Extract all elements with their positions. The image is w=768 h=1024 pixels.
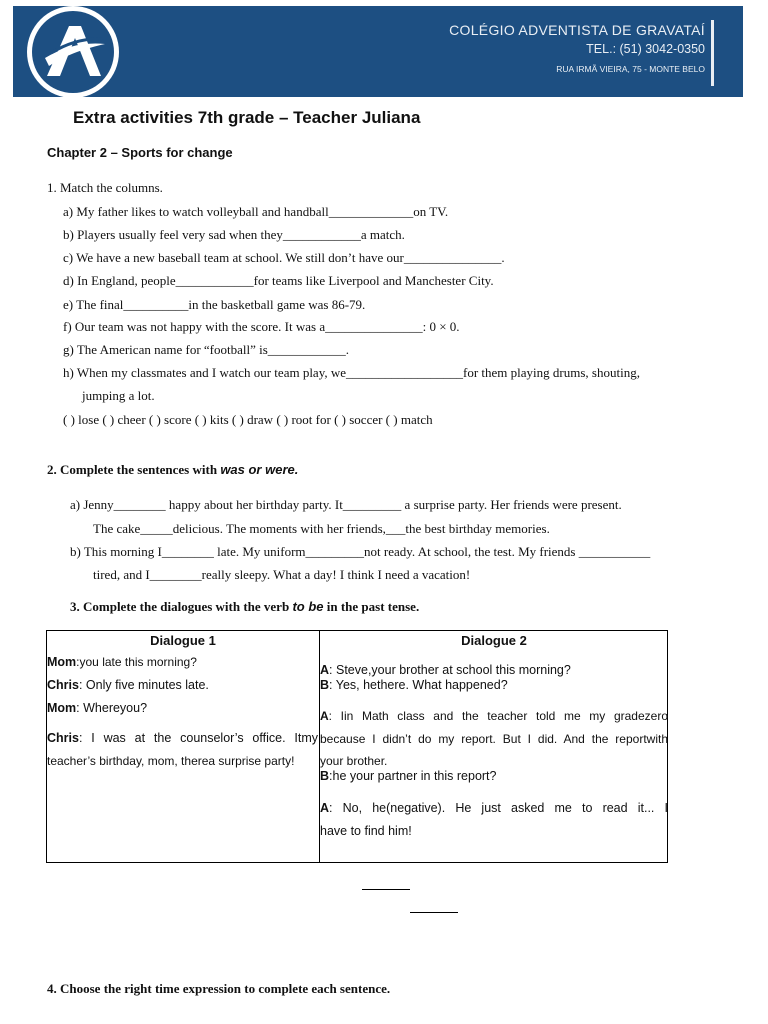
school-name: COLÉGIO ADVENTISTA DE GRAVATAÍ: [449, 22, 705, 38]
dialogue-2-header: Dialogue 2: [461, 633, 527, 648]
d2-line-4: because I didn’t do my report. But I did. And the reportwith: [320, 732, 668, 746]
q2-line-a1: a) Jenny________ happy about her birthday party. It_________ a surprise party. Her friends were present.: [70, 497, 622, 512]
logo-a-icon: [27, 6, 119, 98]
header-banner: [13, 6, 743, 97]
school-phone: TEL.: (51) 3042-0350: [586, 42, 705, 56]
d2-line-2: B: Yes, hethere. What happened?: [320, 678, 508, 692]
q1-item-d: d) In England, people____________for teams like Liverpool and Manchester City.: [63, 273, 494, 288]
header-divider: [711, 20, 714, 86]
q3-instruction: 3. Complete the dialogues with the verb to be in the past tense.: [70, 599, 420, 614]
q2-line-b2: tired, and I________really sleepy. What a day! I think I need a vacation!: [93, 567, 471, 582]
d1-line-5: teacher’s birthday, mom, therea surprise party!: [47, 754, 295, 768]
q1-item-h-continued: jumping a lot.: [82, 388, 155, 403]
d1-line-4: Chris: I was at the counselor’s office. Itmy: [47, 731, 318, 745]
q2-line-a2: The cake_____delicious. The moments with her friends,___the best birthday memories.: [93, 521, 550, 536]
d2-line-6: B:he your partner in this report?: [320, 769, 497, 783]
d2-line-5: your brother.: [320, 754, 388, 768]
q1-options: ( ) lose ( ) cheer ( ) score ( ) kits ( ) draw ( ) root for ( ) soccer ( ) match: [63, 412, 433, 427]
d1-line-2: Chris: Only five minutes late.: [47, 678, 209, 692]
blank-rule: [410, 912, 458, 913]
q4-instruction: 4. Choose the right time expression to complete each sentence.: [47, 981, 391, 996]
q1-item-h: h) When my classmates and I watch our team play, we__________________for them playing drums, shouting,: [63, 365, 640, 380]
q1-item-b: b) Players usually feel very sad when they____________a match.: [63, 227, 405, 242]
page-title: Extra activities 7th grade – Teacher Juliana: [73, 108, 421, 127]
q1-item-c: c) We have a new baseball team at school. We still don’t have our_______________.: [63, 250, 505, 265]
d2-line-3: A: Iin Math class and the teacher told me my gradezero: [320, 709, 668, 723]
dialogue-1-header: Dialogue 1: [150, 633, 216, 648]
school-logo: [27, 6, 119, 98]
q1-item-f: f) Our team was not happy with the score. It was a_______________: 0 × 0.: [63, 319, 460, 334]
school-address: RUA IRMÃ VIEIRA, 75 - MONTE BELO: [556, 64, 705, 74]
q1-item-g: g) The American name for “football” is____________.: [63, 342, 350, 357]
q1-item-a: a) My father likes to watch volleyball and handball_____________on TV.: [63, 204, 449, 219]
q1-item-e: e) The final__________in the basketball game was 86-79.: [63, 297, 366, 312]
chapter-title: Chapter 2 – Sports for change: [47, 145, 233, 160]
q1-instruction: 1. Match the columns.: [47, 180, 163, 195]
q2-instruction: 2. Complete the sentences with was or were.: [47, 462, 299, 477]
blank-rule: [362, 889, 410, 890]
d2-line-8: have to find him!: [320, 824, 412, 838]
q2-line-b1: b) This morning I________ late. My uniform_________not ready. At school, the test. My friends ___________: [70, 544, 651, 559]
dialogue-table: [46, 630, 668, 863]
d2-line-7: A: No, he(negative). He just asked me to read it... I: [320, 801, 668, 815]
d2-line-1: A: Steve,your brother at school this morning?: [320, 663, 571, 677]
d1-line-1: Mom:you late this morning?: [47, 655, 197, 669]
d1-line-3: Mom: Whereyou?: [47, 701, 148, 715]
